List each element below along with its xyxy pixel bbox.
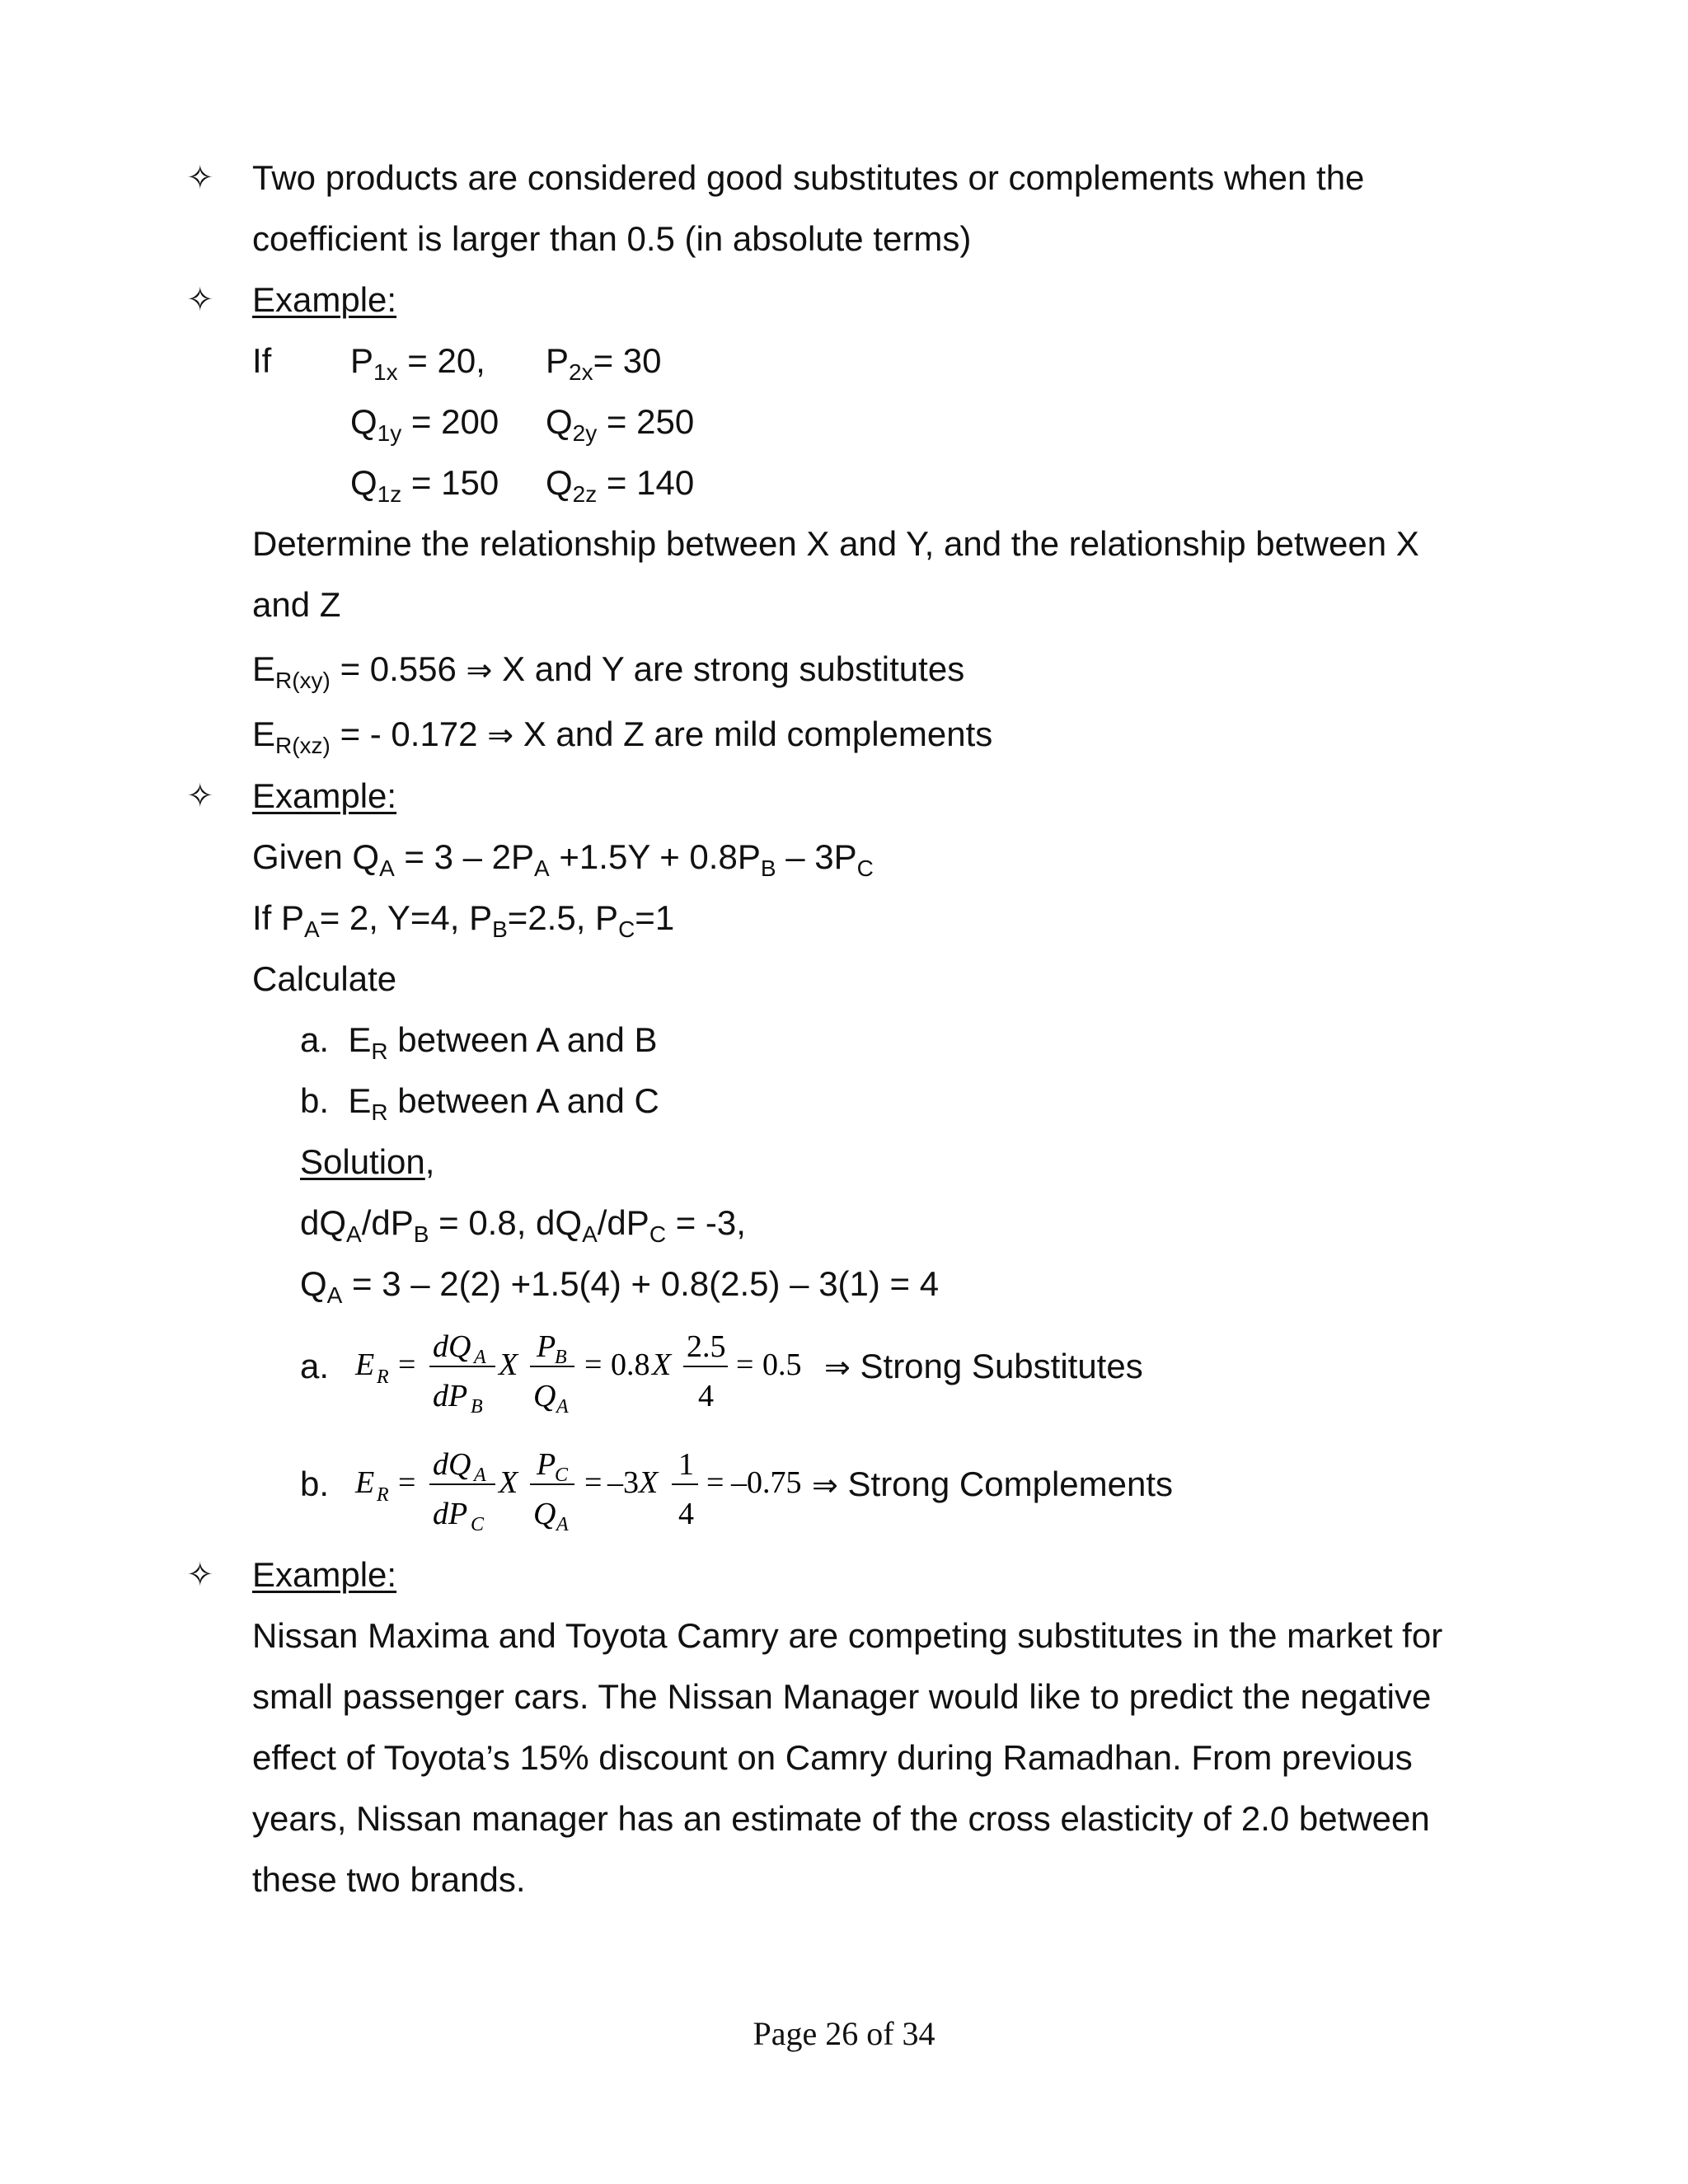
solution-heading: Solution, [300, 1142, 435, 1181]
svg-text:C: C [555, 1465, 569, 1486]
svg-text:–3: –3 [607, 1465, 639, 1500]
star-bullet-icon: ✧ [186, 1556, 214, 1594]
svg-text:P: P [537, 1447, 556, 1482]
svg-text:=: = [398, 1347, 416, 1382]
example-heading: Example: [252, 280, 397, 319]
svg-text:2.5: 2.5 [687, 1329, 726, 1364]
question-line-2: and Z [252, 585, 341, 624]
paragraph-line-5: these two brands. [252, 1860, 526, 1899]
svg-text:R: R [377, 1366, 389, 1388]
svg-text:A: A [474, 1465, 486, 1486]
svg-text:–0.75: –0.75 [731, 1465, 802, 1500]
paragraph-line-3: effect of Toyota’s 15% discount on Camry during Ramadhan. From previous [252, 1738, 1413, 1777]
svg-text:=: = [736, 1347, 754, 1382]
svg-text:Q: Q [533, 1379, 556, 1413]
paragraph-line-2: small passenger cars. The Nissan Manager would like to predict the negative [252, 1677, 1432, 1716]
svg-text:=: = [584, 1465, 603, 1500]
paragraph-line-4: years, Nissan manager has an estimate of the cross elasticity of 2.0 between [252, 1799, 1430, 1838]
formula-b-equation [350, 1436, 845, 1544]
example-heading: Example: [252, 776, 397, 815]
svg-text:B: B [471, 1396, 483, 1418]
calculate-label: Calculate [252, 959, 397, 998]
formula-a-conclusion: ⇒ Strong Substitutes [824, 1347, 1143, 1385]
implies-arrow-icon: ⇒ [812, 1467, 838, 1503]
item-a: a. $E_R$ between A and B [300, 1020, 658, 1064]
given-equation: Given $Q_A = 3 - 2P_A +1.5Y + 0.8P_B - 3P_C$ [252, 837, 874, 881]
svg-text:1: 1 [678, 1447, 694, 1482]
svg-text:Q: Q [533, 1497, 556, 1531]
star-bullet-icon: ✧ [186, 777, 214, 815]
er-xy-text: X and Y are strong substitutes [502, 649, 965, 688]
svg-text:X: X [499, 1347, 518, 1382]
paragraph-line-1: Nissan Maxima and Toyota Camry are competing substitutes in the market for [252, 1616, 1443, 1655]
svg-text:X: X [639, 1465, 659, 1500]
svg-text:=: = [584, 1347, 603, 1382]
p2x-value: $P_{2x}= 30$ [546, 341, 662, 385]
svg-text:E: E [355, 1465, 375, 1500]
svg-text:C: C [471, 1514, 485, 1535]
svg-text:A: A [556, 1514, 569, 1535]
svg-text:A: A [474, 1347, 486, 1368]
implies-arrow-icon: ⇒ [487, 717, 514, 753]
q2y-value: $Q_{2y} = 250$ [546, 402, 695, 446]
question-line-1: Determine the relationship between X and Y, and the relationship between X [252, 524, 1419, 563]
svg-text:=: = [706, 1465, 724, 1500]
page-number: Page 26 of 34 [753, 2015, 935, 2052]
item-b: b. $E_R$ between A and C [300, 1081, 659, 1125]
svg-text:dQ: dQ [433, 1447, 471, 1482]
svg-text:dP: dP [433, 1497, 468, 1531]
qa-calculation: $Q_A = 3 - 2(2) +1.5(4) + 0.8(2.5) - 3(1) = 4$ [300, 1264, 940, 1308]
given-values: If $P_A= 2$, Y=4, $P_B=2.5$, $P_C=1$ [252, 898, 675, 942]
if-label: If [252, 341, 272, 380]
star-bullet-icon: ✧ [186, 281, 214, 319]
svg-text:E: E [355, 1347, 375, 1382]
er-xy-result: $E_{R(xy)} = 0.556$ ⇒ X and Y are strong substitutes [252, 649, 965, 693]
svg-text:A: A [556, 1396, 569, 1418]
er-xy-value: = 0.556 [340, 649, 457, 688]
q1y-value: $Q_{1y} = 200$ [350, 402, 499, 446]
example-heading: Example: [252, 1555, 397, 1594]
formula-a-marker: a. [300, 1347, 330, 1385]
intro-line-2: coefficient is larger than 0.5 (in absolute terms) [252, 219, 972, 258]
er-xz-value: = - 0.172 [340, 715, 478, 753]
svg-text:P: P [537, 1329, 556, 1364]
svg-text:B: B [555, 1347, 567, 1368]
star-bullet-icon: ✧ [186, 159, 214, 197]
implies-arrow-icon: ⇒ [466, 652, 493, 688]
q1z-value: $Q_{1z} = 150$ [350, 463, 499, 507]
er-xz-text: X and Z are mild complements [523, 715, 993, 753]
implies-arrow-icon: ⇒ [824, 1349, 851, 1385]
p1x-value: $P_{1x} = 20$, [350, 341, 485, 385]
q2z-value: $Q_{2z} = 140$ [546, 463, 695, 507]
svg-text:0.8: 0.8 [611, 1347, 650, 1382]
svg-text:dP: dP [433, 1379, 468, 1413]
svg-text:dQ: dQ [433, 1329, 471, 1364]
svg-text:R: R [377, 1484, 389, 1506]
svg-text:X: X [499, 1465, 518, 1500]
formula-b-marker: b. [300, 1465, 330, 1503]
formula-a-equation [350, 1319, 845, 1426]
formula-b-conclusion: ⇒ Strong Complements [812, 1465, 1174, 1503]
svg-text:=: = [398, 1465, 416, 1500]
derivatives-line: $dQ_A/dP_B = 0.8$, $dQ_A/dP_C = -3$, [300, 1203, 746, 1247]
svg-text:4: 4 [678, 1497, 694, 1531]
intro-line-1: Two products are considered good substitutes or complements when the [252, 158, 1365, 197]
svg-text:0.5: 0.5 [762, 1347, 802, 1382]
svg-text:X: X [652, 1347, 672, 1382]
svg-text:4: 4 [698, 1379, 714, 1413]
er-xz-result: $E_{R(xz)}$ = - 0.172 ⇒ X and Z are mild complements [252, 715, 993, 758]
